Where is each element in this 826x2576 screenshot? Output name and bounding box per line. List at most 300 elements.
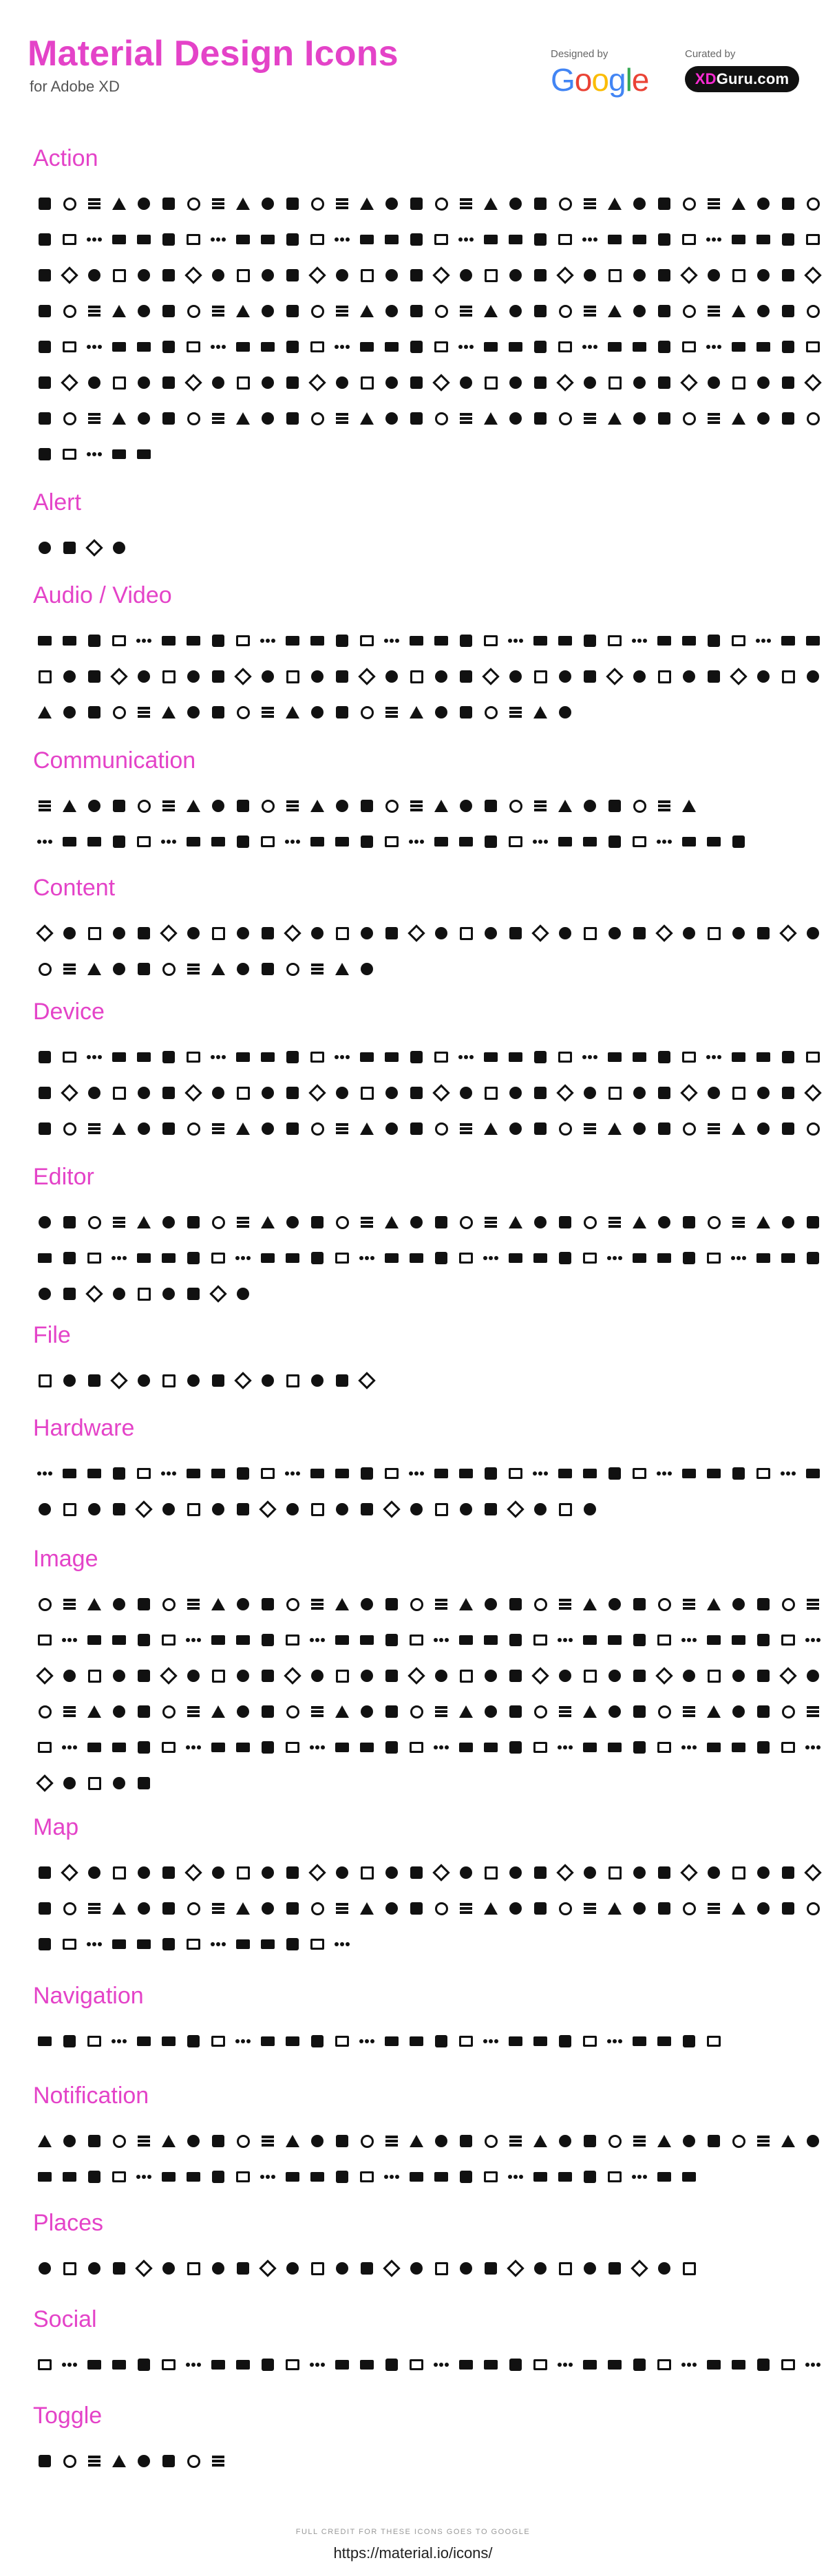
material-icon[interactable] <box>482 1631 500 1649</box>
material-icon[interactable] <box>85 445 103 463</box>
material-icon[interactable] <box>531 1667 549 1685</box>
material-icon[interactable] <box>358 1667 376 1685</box>
material-icon[interactable] <box>61 703 78 721</box>
material-icon[interactable] <box>160 1465 178 1482</box>
material-icon[interactable] <box>259 668 277 685</box>
material-icon[interactable] <box>631 668 648 685</box>
material-icon[interactable] <box>209 266 227 284</box>
material-icon[interactable] <box>655 1738 673 1756</box>
material-icon[interactable] <box>110 632 128 650</box>
material-icon[interactable] <box>457 1703 475 1721</box>
material-icon[interactable] <box>110 1372 128 1390</box>
material-icon[interactable] <box>705 924 723 942</box>
material-icon[interactable] <box>284 302 301 320</box>
material-icon[interactable] <box>407 1703 425 1721</box>
material-icon[interactable] <box>482 2356 500 2374</box>
material-icon[interactable] <box>631 1899 648 1917</box>
material-icon[interactable] <box>110 668 128 685</box>
material-icon[interactable] <box>531 1738 549 1756</box>
material-icon[interactable] <box>779 374 797 392</box>
material-icon[interactable] <box>581 1249 599 1267</box>
material-icon[interactable] <box>606 2259 624 2277</box>
material-icon[interactable] <box>531 195 549 213</box>
material-icon[interactable] <box>531 1213 549 1231</box>
material-icon[interactable] <box>85 1774 103 1792</box>
material-icon[interactable] <box>85 833 103 851</box>
material-icon[interactable] <box>680 1120 698 1138</box>
material-icon[interactable] <box>556 1667 574 1685</box>
material-icon[interactable] <box>110 409 128 427</box>
material-icon[interactable] <box>85 2132 103 2150</box>
material-icon[interactable] <box>779 1120 797 1138</box>
material-icon[interactable] <box>85 1703 103 1721</box>
material-icon[interactable] <box>581 195 599 213</box>
material-icon[interactable] <box>308 374 326 392</box>
material-icon[interactable] <box>482 1595 500 1613</box>
material-icon[interactable] <box>234 1120 252 1138</box>
material-icon[interactable] <box>606 195 624 213</box>
material-icon[interactable] <box>184 2259 202 2277</box>
material-icon[interactable] <box>581 1738 599 1756</box>
material-icon[interactable] <box>581 2168 599 2186</box>
material-icon[interactable] <box>482 797 500 815</box>
material-icon[interactable] <box>160 374 178 392</box>
material-icon[interactable] <box>730 231 748 248</box>
material-icon[interactable] <box>284 1935 301 1953</box>
material-icon[interactable] <box>383 302 401 320</box>
material-icon[interactable] <box>581 302 599 320</box>
material-icon[interactable] <box>432 833 450 851</box>
material-icon[interactable] <box>135 960 153 978</box>
material-icon[interactable] <box>259 195 277 213</box>
material-icon[interactable] <box>705 1249 723 1267</box>
material-icon[interactable] <box>754 195 772 213</box>
material-icon[interactable] <box>234 2032 252 2050</box>
material-icon[interactable] <box>135 2168 153 2186</box>
material-icon[interactable] <box>482 668 500 685</box>
material-icon[interactable] <box>333 833 351 851</box>
material-icon[interactable] <box>160 2032 178 2050</box>
material-icon[interactable] <box>754 1667 772 1685</box>
material-icon[interactable] <box>358 2132 376 2150</box>
material-icon[interactable] <box>779 195 797 213</box>
material-icon[interactable] <box>482 632 500 650</box>
material-icon[interactable] <box>457 1048 475 1066</box>
material-icon[interactable] <box>432 409 450 427</box>
material-icon[interactable] <box>184 302 202 320</box>
material-icon[interactable] <box>407 1213 425 1231</box>
material-icon[interactable] <box>333 1084 351 1102</box>
material-icon[interactable] <box>36 2452 54 2470</box>
material-icon[interactable] <box>85 1595 103 1613</box>
material-icon[interactable] <box>730 833 748 851</box>
material-icon[interactable] <box>432 302 450 320</box>
material-icon[interactable] <box>804 374 822 392</box>
material-icon[interactable] <box>655 1213 673 1231</box>
material-icon[interactable] <box>754 1120 772 1138</box>
material-icon[interactable] <box>333 2168 351 2186</box>
material-icon[interactable] <box>234 960 252 978</box>
material-icon[interactable] <box>284 632 301 650</box>
material-icon[interactable] <box>308 2356 326 2374</box>
material-icon[interactable] <box>655 1120 673 1138</box>
material-icon[interactable] <box>259 960 277 978</box>
material-icon[interactable] <box>432 374 450 392</box>
material-icon[interactable] <box>36 195 54 213</box>
material-icon[interactable] <box>308 195 326 213</box>
material-icon[interactable] <box>432 1213 450 1231</box>
material-icon[interactable] <box>804 1465 822 1482</box>
material-icon[interactable] <box>581 1048 599 1066</box>
material-icon[interactable] <box>680 231 698 248</box>
material-icon[interactable] <box>779 338 797 356</box>
material-icon[interactable] <box>209 1595 227 1613</box>
material-icon[interactable] <box>308 338 326 356</box>
material-icon[interactable] <box>160 1899 178 1917</box>
material-icon[interactable] <box>754 1465 772 1482</box>
material-icon[interactable] <box>209 632 227 650</box>
material-icon[interactable] <box>482 924 500 942</box>
material-icon[interactable] <box>432 1703 450 1721</box>
material-icon[interactable] <box>110 1120 128 1138</box>
material-icon[interactable] <box>606 302 624 320</box>
material-icon[interactable] <box>110 1500 128 1518</box>
material-icon[interactable] <box>754 1703 772 1721</box>
material-icon[interactable] <box>36 1285 54 1303</box>
material-icon[interactable] <box>308 1667 326 1685</box>
material-icon[interactable] <box>779 302 797 320</box>
material-icon[interactable] <box>36 1631 54 1649</box>
material-icon[interactable] <box>432 2259 450 2277</box>
material-icon[interactable] <box>407 1667 425 1685</box>
material-icon[interactable] <box>333 703 351 721</box>
material-icon[interactable] <box>160 1048 178 1066</box>
material-icon[interactable] <box>85 632 103 650</box>
material-icon[interactable] <box>581 1595 599 1613</box>
material-icon[interactable] <box>85 1667 103 1685</box>
material-icon[interactable] <box>581 668 599 685</box>
material-icon[interactable] <box>432 1667 450 1685</box>
material-icon[interactable] <box>531 374 549 392</box>
material-icon[interactable] <box>308 1864 326 1882</box>
material-icon[interactable] <box>779 1899 797 1917</box>
material-icon[interactable] <box>507 1213 525 1231</box>
material-icon[interactable] <box>507 1500 525 1518</box>
material-icon[interactable] <box>655 302 673 320</box>
material-icon[interactable] <box>432 924 450 942</box>
material-icon[interactable] <box>135 1465 153 1482</box>
material-icon[interactable] <box>85 338 103 356</box>
material-icon[interactable] <box>135 2132 153 2150</box>
material-icon[interactable] <box>308 1703 326 1721</box>
material-icon[interactable] <box>407 1595 425 1613</box>
material-icon[interactable] <box>358 374 376 392</box>
material-icon[interactable] <box>606 632 624 650</box>
material-icon[interactable] <box>680 1899 698 1917</box>
material-icon[interactable] <box>209 2452 227 2470</box>
material-icon[interactable] <box>308 1500 326 1518</box>
material-icon[interactable] <box>333 1249 351 1267</box>
material-icon[interactable] <box>556 2132 574 2150</box>
material-icon[interactable] <box>234 703 252 721</box>
material-icon[interactable] <box>531 2168 549 2186</box>
material-icon[interactable] <box>333 1899 351 1917</box>
material-icon[interactable] <box>284 1899 301 1917</box>
material-icon[interactable] <box>333 797 351 815</box>
material-icon[interactable] <box>606 1667 624 1685</box>
material-icon[interactable] <box>631 1631 648 1649</box>
material-icon[interactable] <box>804 409 822 427</box>
material-icon[interactable] <box>333 2032 351 2050</box>
material-icon[interactable] <box>383 1703 401 1721</box>
material-icon[interactable] <box>556 1595 574 1613</box>
material-icon[interactable] <box>209 231 227 248</box>
material-icon[interactable] <box>284 924 301 942</box>
material-icon[interactable] <box>407 409 425 427</box>
material-icon[interactable] <box>85 1864 103 1882</box>
material-icon[interactable] <box>308 632 326 650</box>
material-icon[interactable] <box>457 374 475 392</box>
material-icon[interactable] <box>333 374 351 392</box>
material-icon[interactable] <box>407 797 425 815</box>
material-icon[interactable] <box>383 1048 401 1066</box>
material-icon[interactable] <box>383 1667 401 1685</box>
material-icon[interactable] <box>209 2168 227 2186</box>
material-icon[interactable] <box>308 960 326 978</box>
material-icon[interactable] <box>531 266 549 284</box>
material-icon[interactable] <box>655 1899 673 1917</box>
xdguru-logo[interactable] <box>685 66 799 92</box>
material-icon[interactable] <box>259 1249 277 1267</box>
material-icon[interactable] <box>432 1249 450 1267</box>
material-icon[interactable] <box>680 374 698 392</box>
material-icon[interactable] <box>606 1864 624 1882</box>
material-icon[interactable] <box>655 924 673 942</box>
material-icon[interactable] <box>754 1595 772 1613</box>
material-icon[interactable] <box>184 1372 202 1390</box>
material-icon[interactable] <box>234 195 252 213</box>
material-icon[interactable] <box>61 2356 78 2374</box>
material-icon[interactable] <box>85 266 103 284</box>
material-icon[interactable] <box>259 409 277 427</box>
material-icon[interactable] <box>284 668 301 685</box>
material-icon[interactable] <box>85 2259 103 2277</box>
material-icon[interactable] <box>779 2132 797 2150</box>
material-icon[interactable] <box>680 2032 698 2050</box>
material-icon[interactable] <box>507 2259 525 2277</box>
material-icon[interactable] <box>631 1864 648 1882</box>
material-icon[interactable] <box>160 195 178 213</box>
material-icon[interactable] <box>779 1213 797 1231</box>
material-icon[interactable] <box>333 1500 351 1518</box>
material-icon[interactable] <box>407 2132 425 2150</box>
material-icon[interactable] <box>36 2132 54 2150</box>
material-icon[interactable] <box>284 1500 301 1518</box>
material-icon[interactable] <box>110 703 128 721</box>
material-icon[interactable] <box>432 703 450 721</box>
material-icon[interactable] <box>234 374 252 392</box>
material-icon[interactable] <box>184 668 202 685</box>
material-icon[interactable] <box>259 1935 277 1953</box>
material-icon[interactable] <box>259 1213 277 1231</box>
material-icon[interactable] <box>85 797 103 815</box>
material-icon[interactable] <box>680 1703 698 1721</box>
material-icon[interactable] <box>779 1465 797 1482</box>
material-icon[interactable] <box>85 1372 103 1390</box>
material-icon[interactable] <box>184 374 202 392</box>
material-icon[interactable] <box>383 668 401 685</box>
material-icon[interactable] <box>606 2132 624 2150</box>
material-icon[interactable] <box>160 231 178 248</box>
material-icon[interactable] <box>61 1048 78 1066</box>
material-icon[interactable] <box>333 231 351 248</box>
material-icon[interactable] <box>85 1631 103 1649</box>
material-icon[interactable] <box>284 703 301 721</box>
material-icon[interactable] <box>284 2356 301 2374</box>
material-icon[interactable] <box>358 1500 376 1518</box>
material-icon[interactable] <box>259 1048 277 1066</box>
material-icon[interactable] <box>209 1249 227 1267</box>
material-icon[interactable] <box>730 266 748 284</box>
material-icon[interactable] <box>184 1899 202 1917</box>
material-icon[interactable] <box>333 1120 351 1138</box>
material-icon[interactable] <box>383 833 401 851</box>
material-icon[interactable] <box>135 1631 153 1649</box>
material-icon[interactable] <box>407 266 425 284</box>
material-icon[interactable] <box>680 1738 698 1756</box>
material-icon[interactable] <box>234 2356 252 2374</box>
material-icon[interactable] <box>36 1120 54 1138</box>
material-icon[interactable] <box>135 632 153 650</box>
material-icon[interactable] <box>730 632 748 650</box>
material-icon[interactable] <box>730 374 748 392</box>
material-icon[interactable] <box>135 409 153 427</box>
material-icon[interactable] <box>61 1667 78 1685</box>
material-icon[interactable] <box>432 1595 450 1613</box>
material-icon[interactable] <box>61 1372 78 1390</box>
material-icon[interactable] <box>358 703 376 721</box>
material-icon[interactable] <box>482 833 500 851</box>
material-icon[interactable] <box>507 1120 525 1138</box>
material-icon[interactable] <box>308 1372 326 1390</box>
material-icon[interactable] <box>507 1667 525 1685</box>
material-icon[interactable] <box>234 1864 252 1882</box>
material-icon[interactable] <box>754 338 772 356</box>
material-icon[interactable] <box>333 2356 351 2374</box>
material-icon[interactable] <box>581 2032 599 2050</box>
material-icon[interactable] <box>36 374 54 392</box>
material-icon[interactable] <box>383 409 401 427</box>
material-icon[interactable] <box>482 1899 500 1917</box>
material-icon[interactable] <box>308 924 326 942</box>
material-icon[interactable] <box>184 2132 202 2150</box>
material-icon[interactable] <box>36 1935 54 1953</box>
material-icon[interactable] <box>184 833 202 851</box>
material-icon[interactable] <box>85 1249 103 1267</box>
material-icon[interactable] <box>507 668 525 685</box>
material-icon[interactable] <box>655 2356 673 2374</box>
material-icon[interactable] <box>581 2356 599 2374</box>
material-icon[interactable] <box>457 1899 475 1917</box>
material-icon[interactable] <box>284 2259 301 2277</box>
material-icon[interactable] <box>61 2032 78 2050</box>
material-icon[interactable] <box>308 2168 326 2186</box>
material-icon[interactable] <box>383 1465 401 1482</box>
material-icon[interactable] <box>804 1703 822 1721</box>
material-icon[interactable] <box>209 2356 227 2374</box>
material-icon[interactable] <box>135 374 153 392</box>
material-icon[interactable] <box>383 1120 401 1138</box>
material-icon[interactable] <box>655 2132 673 2150</box>
material-icon[interactable] <box>631 302 648 320</box>
material-icon[interactable] <box>259 2168 277 2186</box>
material-icon[interactable] <box>284 1703 301 1721</box>
material-icon[interactable] <box>36 668 54 685</box>
material-icon[interactable] <box>655 632 673 650</box>
material-icon[interactable] <box>730 1048 748 1066</box>
material-icon[interactable] <box>110 266 128 284</box>
curated-by-block[interactable] <box>685 48 799 92</box>
material-icon[interactable] <box>705 302 723 320</box>
material-icon[interactable] <box>482 302 500 320</box>
material-icon[interactable] <box>160 338 178 356</box>
material-icon[interactable] <box>61 1864 78 1882</box>
material-icon[interactable] <box>383 195 401 213</box>
material-icon[interactable] <box>160 1738 178 1756</box>
material-icon[interactable] <box>308 797 326 815</box>
material-icon[interactable] <box>730 195 748 213</box>
material-icon[interactable] <box>432 1738 450 1756</box>
material-icon[interactable] <box>184 924 202 942</box>
material-icon[interactable] <box>184 1864 202 1882</box>
material-icon[interactable] <box>36 409 54 427</box>
material-icon[interactable] <box>184 960 202 978</box>
material-icon[interactable] <box>85 374 103 392</box>
material-icon[interactable] <box>482 2259 500 2277</box>
material-icon[interactable] <box>234 1703 252 1721</box>
material-icon[interactable] <box>705 1738 723 1756</box>
material-icon[interactable] <box>61 338 78 356</box>
material-icon[interactable] <box>259 2132 277 2150</box>
material-icon[interactable] <box>804 1213 822 1231</box>
material-icon[interactable] <box>655 338 673 356</box>
material-icon[interactable] <box>284 231 301 248</box>
material-icon[interactable] <box>705 1213 723 1231</box>
material-icon[interactable] <box>730 924 748 942</box>
material-icon[interactable] <box>581 2132 599 2150</box>
material-icon[interactable] <box>259 1500 277 1518</box>
material-icon[interactable] <box>160 632 178 650</box>
material-icon[interactable] <box>184 2032 202 2050</box>
material-icon[interactable] <box>184 1465 202 1482</box>
material-icon[interactable] <box>705 2356 723 2374</box>
material-icon[interactable] <box>407 632 425 650</box>
material-icon[interactable] <box>234 1500 252 1518</box>
material-icon[interactable] <box>358 2259 376 2277</box>
material-icon[interactable] <box>85 1500 103 1518</box>
material-icon[interactable] <box>36 1595 54 1613</box>
material-icon[interactable] <box>655 1048 673 1066</box>
material-icon[interactable] <box>110 1703 128 1721</box>
material-icon[interactable] <box>160 1864 178 1882</box>
material-icon[interactable] <box>581 338 599 356</box>
material-icon[interactable] <box>333 2259 351 2277</box>
material-icon[interactable] <box>259 1631 277 1649</box>
material-icon[interactable] <box>680 2259 698 2277</box>
material-icon[interactable] <box>457 195 475 213</box>
material-icon[interactable] <box>457 1631 475 1649</box>
material-icon[interactable] <box>259 338 277 356</box>
